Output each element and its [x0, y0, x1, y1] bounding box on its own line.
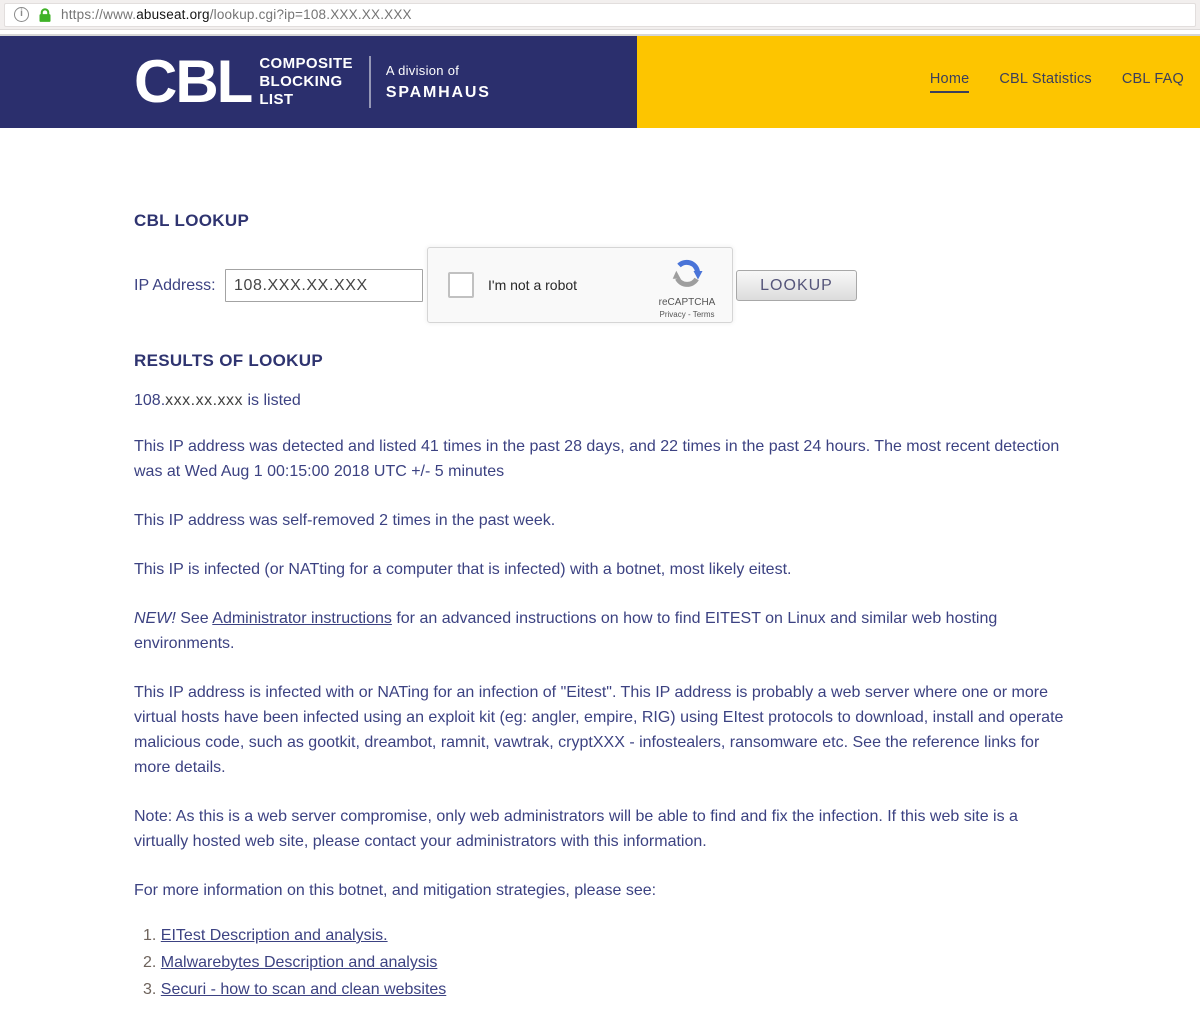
- nav-cbl-statistics[interactable]: CBL Statistics: [999, 71, 1092, 87]
- logo-name-line1: COMPOSITE: [259, 55, 353, 72]
- results-heading: RESULTS OF LOOKUP: [134, 351, 323, 370]
- logo-name-line3: LIST: [259, 91, 294, 108]
- result-paragraph: [134, 434, 1065, 484]
- ip-address-input[interactable]: [225, 269, 423, 302]
- paragraph-text: This IP address was detected and listed 41 times in the past 28 days, and 22 times in the past 24 hours. The most recent detection was at Wed Aug 1 00:15:00 2018 UTC +/- 5 minutes: [134, 438, 1060, 480]
- paragraph-text: for an advanced instructions on how to find EITEST on Linux and similar web hosting environments.: [134, 610, 998, 652]
- ip-address-label: IP Address:: [134, 277, 216, 294]
- reference-item: [143, 981, 1065, 999]
- logo-divider: [369, 56, 371, 108]
- address-bar[interactable]: [4, 3, 1196, 27]
- paragraph-text: This IP address was self-removed 2 times in the past week.: [134, 512, 556, 529]
- spamhaus-division: [386, 63, 491, 102]
- spamhaus-logo: SPAMHAUS: [385, 83, 491, 101]
- url-path: /lookup.cgi?ip=108.XXX.XX.XXX: [209, 7, 412, 22]
- paragraph-text: This IP address is infected with or NATing for an infection of "Eitest". This IP address is probably a web server where one or more virtual hosts have been infected using an exploit kit (eg: angler, empire, RIG) using EItest protocols to download, install and operate malicious code, such as gootkit, dreambot, ramnit, vawtrak, cryptXXX - infostealers, ransomware etc. See the reference links for more details.: [134, 684, 1064, 776]
- recaptcha-checkbox[interactable]: [448, 272, 474, 298]
- reference-link[interactable]: Malwarebytes Description and analysis: [160, 954, 438, 971]
- recaptcha-label: I'm not a robot: [488, 277, 578, 293]
- browser-chrome: [0, 0, 1200, 30]
- paragraph-text: This IP is infected (or NATting for a computer that is infected) with a botnet, most likely eitest.: [134, 561, 792, 578]
- cbl-logo-name: [259, 55, 353, 109]
- logo-name-line2: BLOCKING: [259, 73, 343, 90]
- paragraph-text: NEW!: [134, 610, 176, 627]
- reference-link[interactable]: Securi - how to scan and clean websites: [160, 981, 447, 998]
- result-paragraph: [134, 878, 1065, 903]
- result-paragraph: [134, 606, 1065, 656]
- nav-cbl-faq[interactable]: CBL FAQ: [1121, 71, 1184, 87]
- listed-ip-prefix: 108.: [134, 392, 166, 409]
- listed-ip-redacted: xxx.xx.xxx: [165, 392, 244, 409]
- reference-link[interactable]: EITest Description and analysis.: [160, 927, 388, 944]
- division-text: A division of: [385, 62, 460, 78]
- recaptcha-branding: [650, 258, 724, 319]
- administrator-instructions-link[interactable]: Administrator instructions: [212, 610, 392, 627]
- references-list: [134, 927, 1065, 999]
- cbl-logo[interactable]: CBL: [134, 48, 252, 115]
- header-logo-area: [0, 36, 637, 128]
- site-info-icon[interactable]: i: [14, 7, 29, 22]
- reference-item: [143, 927, 1065, 945]
- listed-status: is listed: [243, 392, 301, 409]
- nav-home[interactable]: Home: [930, 71, 969, 93]
- header-nav: [637, 36, 1200, 128]
- url-domain: abuseat.org: [136, 7, 210, 22]
- result-paragraph: [134, 804, 1065, 854]
- recaptcha-widget: [427, 247, 733, 323]
- paragraph-text: Note: As this is a web server compromise, only web administrators will be able to find and fix the infection. If this web site is a virtually hosted web site, please contact your administrators with this information.: [134, 808, 1018, 850]
- site-header: [0, 36, 1200, 128]
- reference-item: [143, 954, 1065, 972]
- lock-icon[interactable]: [38, 7, 52, 23]
- recaptcha-privacy-terms[interactable]: Privacy - Terms: [659, 310, 715, 319]
- lookup-form: [134, 247, 1065, 323]
- recaptcha-brand-text: reCAPTCHA: [658, 297, 716, 308]
- result-paragraph: [134, 508, 1065, 533]
- lookup-button[interactable]: LOOKUP: [736, 270, 857, 301]
- recaptcha-icon: [671, 258, 703, 290]
- listed-status-line: [134, 392, 1065, 410]
- url-scheme: https://www.: [61, 7, 137, 22]
- page-title: CBL LOOKUP: [134, 211, 250, 230]
- url-text: [61, 7, 412, 22]
- results-paragraphs: [134, 434, 1065, 903]
- result-paragraph: [134, 680, 1065, 780]
- result-paragraph: [134, 557, 1065, 582]
- main-content: [0, 128, 1065, 999]
- paragraph-text: See: [175, 610, 213, 627]
- paragraph-text: For more information on this botnet, and mitigation strategies, please see:: [134, 882, 657, 899]
